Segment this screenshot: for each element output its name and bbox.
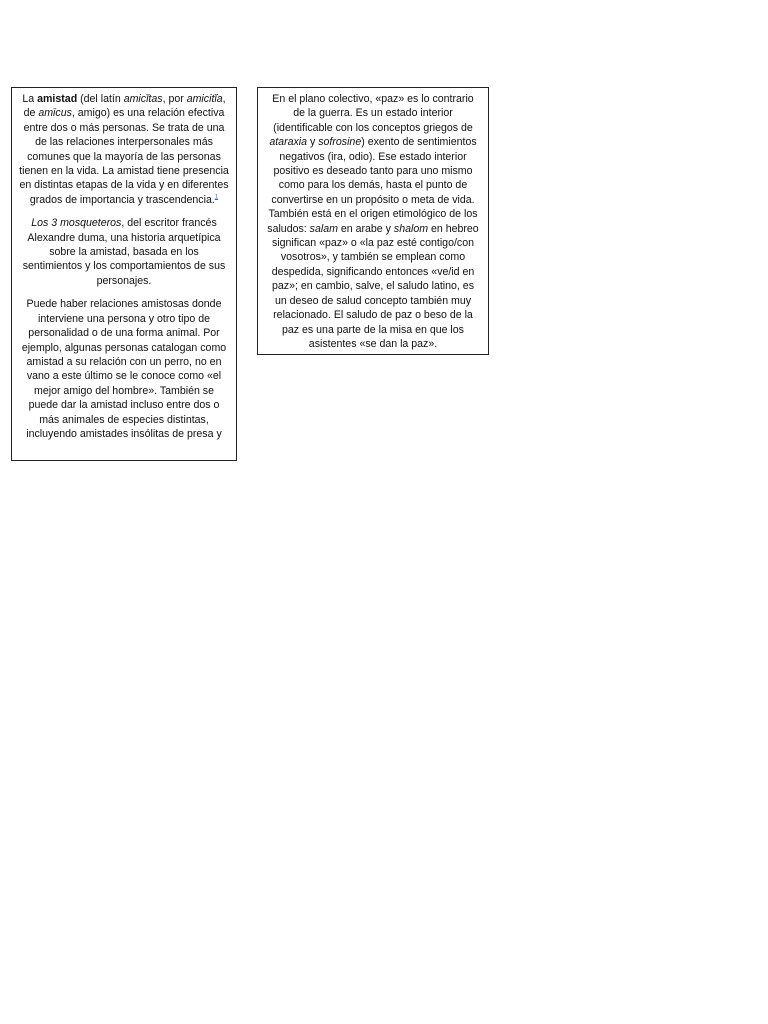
term-amicitia: amicitĭa — [186, 93, 223, 105]
book-title: Los 3 mosqueteros — [31, 217, 122, 230]
text-run: , amigo) es una relación efectiva entre dos o más personas. Se trata de una de las relaciones interpersonales más comunes que la mayoría de las personas tienen en la vida. La amistad tiene presencia en distintas etapas de la vida y en diferentes grados de importancia y trascendencia. — [19, 107, 229, 206]
text-run: en arabe y — [337, 222, 394, 235]
term-shalom: shalom — [393, 222, 429, 235]
paragraph-animal-friendship: Puede haber relaciones amistosas donde interviene una persona y otro tipo de personalidad o de una forma animal. Por ejemplo, algunas personas catalogan como amistad a su relación con un perro, no en vano a este último se le conoce como «el mejor amigo del hombre». También se puede dar la amistad incluso entre dos o más animales de especies distintas, incluyendo amistades insólitas de presa y — [21, 298, 227, 440]
term-salam: salam — [309, 222, 338, 235]
text-run: (del latín — [77, 93, 124, 105]
text-run: ) exento de sentimientos negativos (ira, odio). Ese estado interior positivo es deseado tanto para uno mismo como para los demás, hasta el punto de convertirse en un propósito o meta de vida. También está en el origen etimológico de los saludos: — [267, 136, 478, 235]
paragraph-mosqueteros — [19, 216, 229, 288]
term-ataraxia: ataraxia — [269, 136, 308, 149]
text-run: , por — [162, 93, 187, 105]
text-run: , del escritor francés Alexandre duma, una historia arquetípica sobre la amistad, basada en los sentimientos y los comportamientos de sus personajes. — [22, 217, 226, 287]
text-run: , de — [23, 93, 226, 120]
term-amistad: amistad — [37, 93, 78, 105]
text-run: En el plano colectivo, «paz» es lo contrario de la guerra. Es un estado interior (identificable con los conceptos griegos de — [272, 93, 474, 134]
term-amicitas: amicĭtas — [123, 93, 163, 105]
paragraph-paz — [265, 92, 481, 351]
term-sofrosine: sofrosine — [318, 136, 362, 149]
text-run: La — [22, 93, 38, 105]
text-run: y — [307, 136, 319, 149]
text-box-paz — [257, 87, 489, 355]
text-box-amistad — [11, 87, 237, 461]
text-run: en hebreo significan «paz» o «la paz esté contigo/con vosotros», y también se emplean como despedida, significando entonces «ve/id en paz»; en cambio, salve, el saludo latino, es un deseo de salud concepto también muy relacionado. El saludo de paz o beso de la paz es una parte de la misa en que los asistentes «se dan la paz». — [271, 222, 479, 350]
term-amicus: amīcus — [38, 107, 72, 120]
paragraph-amistad-definition — [19, 92, 229, 207]
footnote-link[interactable]: 1 — [214, 194, 219, 201]
